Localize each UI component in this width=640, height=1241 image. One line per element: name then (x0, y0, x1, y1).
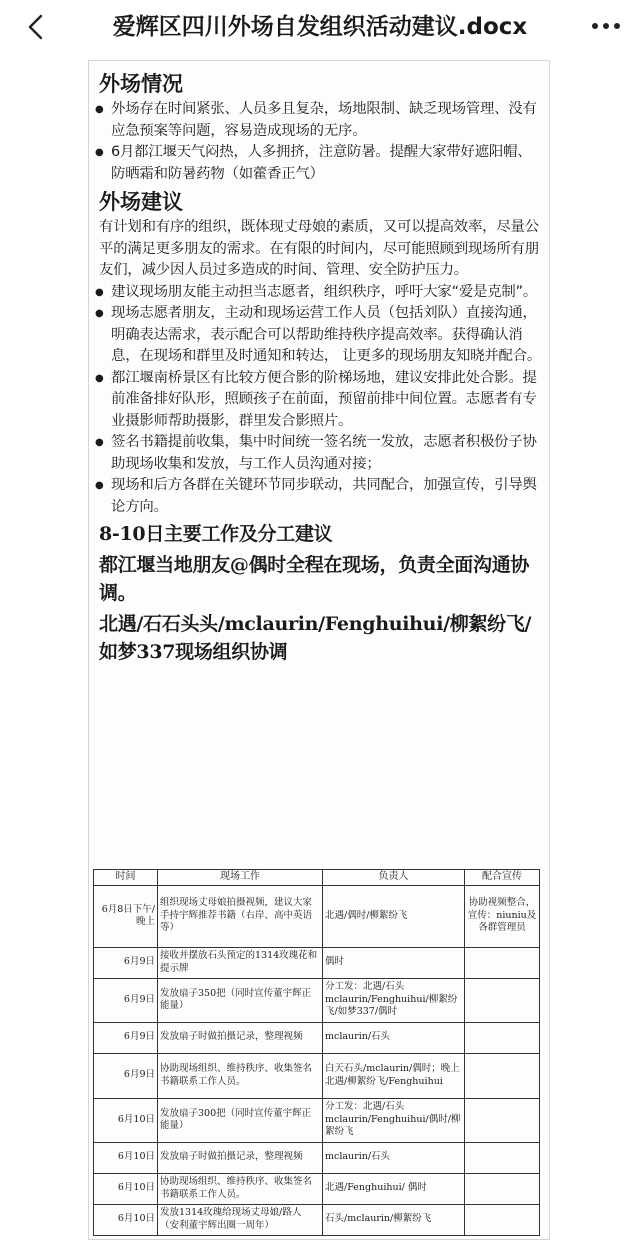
section-heading-situation: 外场情况 (99, 72, 183, 96)
cell-publicity (465, 1053, 540, 1098)
situation-list (95, 99, 545, 185)
cell-publicity (465, 947, 540, 978)
top-bar (0, 0, 640, 54)
table-header-row (94, 870, 540, 886)
cell-work: 发放扇子350把（同时宣传董宇辉正能量） (158, 978, 323, 1022)
table-row (94, 1204, 540, 1235)
table-row (94, 1173, 540, 1204)
list-item: ● 建议现场朋友能主动担当志愿者，组织秩序，呼吁大家“爱是克制”。 (95, 282, 545, 304)
suggestion-list (95, 282, 545, 519)
table-row (94, 1053, 540, 1098)
cell-owner: 分工发：北遇/石头mclaurin/Fenghuihui/偶时/柳絮纷飞 (323, 1098, 465, 1142)
more-horizontal-icon (591, 22, 621, 30)
list-item: ● 6月都江堰天气闷热，人多拥挤，注意防暑。提醒大家带好遮阳帽、防晒霜和防暑药物（如藿香正气） (95, 142, 545, 185)
list-item: ● 现场志愿者朋友，主动和现场运营工作人员（包括刘队）直接沟通，明确表达需求，表示配合可以帮助维持秩序提高效率。获得确认消息，在现场和群里及时通知和转达， 让更多的现场朋友知晓并配合。 (95, 303, 545, 368)
cell-time: 6月9日 (94, 947, 158, 978)
organizers-line: 北遇/石石头头/mclaurin/Fenghuihui/柳絮纷飞/如梦337现场组织协调 (99, 612, 532, 663)
table-row (94, 947, 540, 978)
cell-owner: 白天石头/mclaurin/偶时；晚上北遇/柳絮纷飞/Fenghuihui (323, 1053, 465, 1098)
cell-time: 6月10日 (94, 1204, 158, 1235)
cell-publicity (465, 1204, 540, 1235)
cell-publicity (465, 1173, 540, 1204)
suggestion-intro: 有计划和有序的组织，既体现丈母娘的素质，又可以提高效率，尽量公平的满足更多朋友的需求。在有限的时间内，尽可能照顾到现场所有朋友们，减少因人员过多造成的时间、管理、安全防护压力。 (99, 219, 539, 278)
back-button[interactable] (22, 14, 48, 40)
cell-time: 6月9日 (94, 978, 158, 1022)
cell-owner: mclaurin/石头 (323, 1142, 465, 1173)
document-page (88, 60, 550, 1240)
list-item: ● 外场存在时间紧张、人员多且复杂，场地限制、缺乏现场管理、没有应急预案等问题，容易造成现场的无序。 (95, 99, 545, 142)
cell-owner: mclaurin/石头 (323, 1022, 465, 1053)
column-header-time: 时间 (94, 870, 158, 886)
table-body (94, 885, 540, 1235)
cell-work: 接收并摆放石头预定的1314玫瑰花和提示牌 (158, 947, 323, 978)
cell-work: 发放扇子300把（同时宣传董宇辉正能量） (158, 1098, 323, 1142)
cell-time: 6月8日下午/晚上 (94, 885, 158, 947)
cell-publicity: 协助视频整合，宣传：niuniu及各群管理员 (465, 885, 540, 947)
table-row (94, 885, 540, 947)
list-item: ● 现场和后方各群在关键环节同步联动，共同配合，加强宣传，引导舆论方向。 (95, 475, 545, 518)
cell-publicity (465, 1098, 540, 1142)
cell-publicity (465, 1142, 540, 1173)
cell-work: 发放扇子时做拍摄记录，整理视频 (158, 1142, 323, 1173)
cell-work: 组织现场丈母娘拍摄视频，建议大家手持宇辉推荐书籍（右岸、高中英语等） (158, 885, 323, 947)
cell-time: 6月10日 (94, 1173, 158, 1204)
cell-work: 协助现场组织、维持秩序、收集签名书籍联系工作人员。 (158, 1173, 323, 1204)
cell-owner: 石头/mclaurin/柳絮纷飞 (323, 1204, 465, 1235)
cell-owner: 北遇/偶时/柳絮纷飞 (323, 885, 465, 947)
cell-work: 协助现场组织、维持秩序、收集签名书籍联系工作人员。 (158, 1053, 323, 1098)
cell-work: 发放1314玫瑰给现场丈母娘/路人（安利董宇辉出圈一周年） (158, 1204, 323, 1235)
column-header-publicity: 配合宣传 (465, 870, 540, 886)
coordinator-line: 都江堰当地朋友@偶时全程在现场，负责全面沟通协调。 (99, 553, 530, 604)
list-item: ● 都江堰南桥景区有比较方便合影的阶梯场地，建议安排此处合影。提前准备排好队形，照顾孩子在前面，预留前排中间位置。志愿者有专业摄影师帮助摄影，群里发合影照片。 (95, 368, 545, 433)
cell-time: 6月9日 (94, 1053, 158, 1098)
section-heading-suggestions: 外场建议 (99, 190, 183, 214)
document-title: 爱辉区四川外场自发组织活动建议.docx (112, 14, 528, 40)
cell-time: 6月10日 (94, 1098, 158, 1142)
chevron-left-icon (27, 14, 43, 40)
cell-publicity (465, 1022, 540, 1053)
column-header-work: 现场工作 (158, 870, 323, 886)
cell-publicity (465, 978, 540, 1022)
column-header-owner: 负责人 (323, 870, 465, 886)
cell-work: 发放扇子时做拍摄记录，整理视频 (158, 1022, 323, 1053)
table-row (94, 978, 540, 1022)
table-row (94, 1022, 540, 1053)
schedule-table (93, 869, 540, 1236)
cell-owner: 北遇/Fenghuihui/ 偶时 (323, 1173, 465, 1204)
table-row (94, 1098, 540, 1142)
cell-time: 6月9日 (94, 1022, 158, 1053)
cell-owner: 分工发：北遇/石头mclaurin/Fenghuihui/柳絮纷飞/如梦337/偶时 (323, 978, 465, 1022)
cell-time: 6月10日 (94, 1142, 158, 1173)
cell-owner: 偶时 (323, 947, 465, 978)
more-button[interactable] (590, 12, 622, 40)
list-item: ● 签名书籍提前收集，集中时间统一签名统一发放，志愿者积极份子协助现场收集和发放，与工作人员沟通对接； (95, 432, 545, 475)
table-row (94, 1142, 540, 1173)
document-body (95, 67, 545, 667)
section-heading-schedule: 8-10日主要工作及分工建议 (99, 523, 333, 545)
